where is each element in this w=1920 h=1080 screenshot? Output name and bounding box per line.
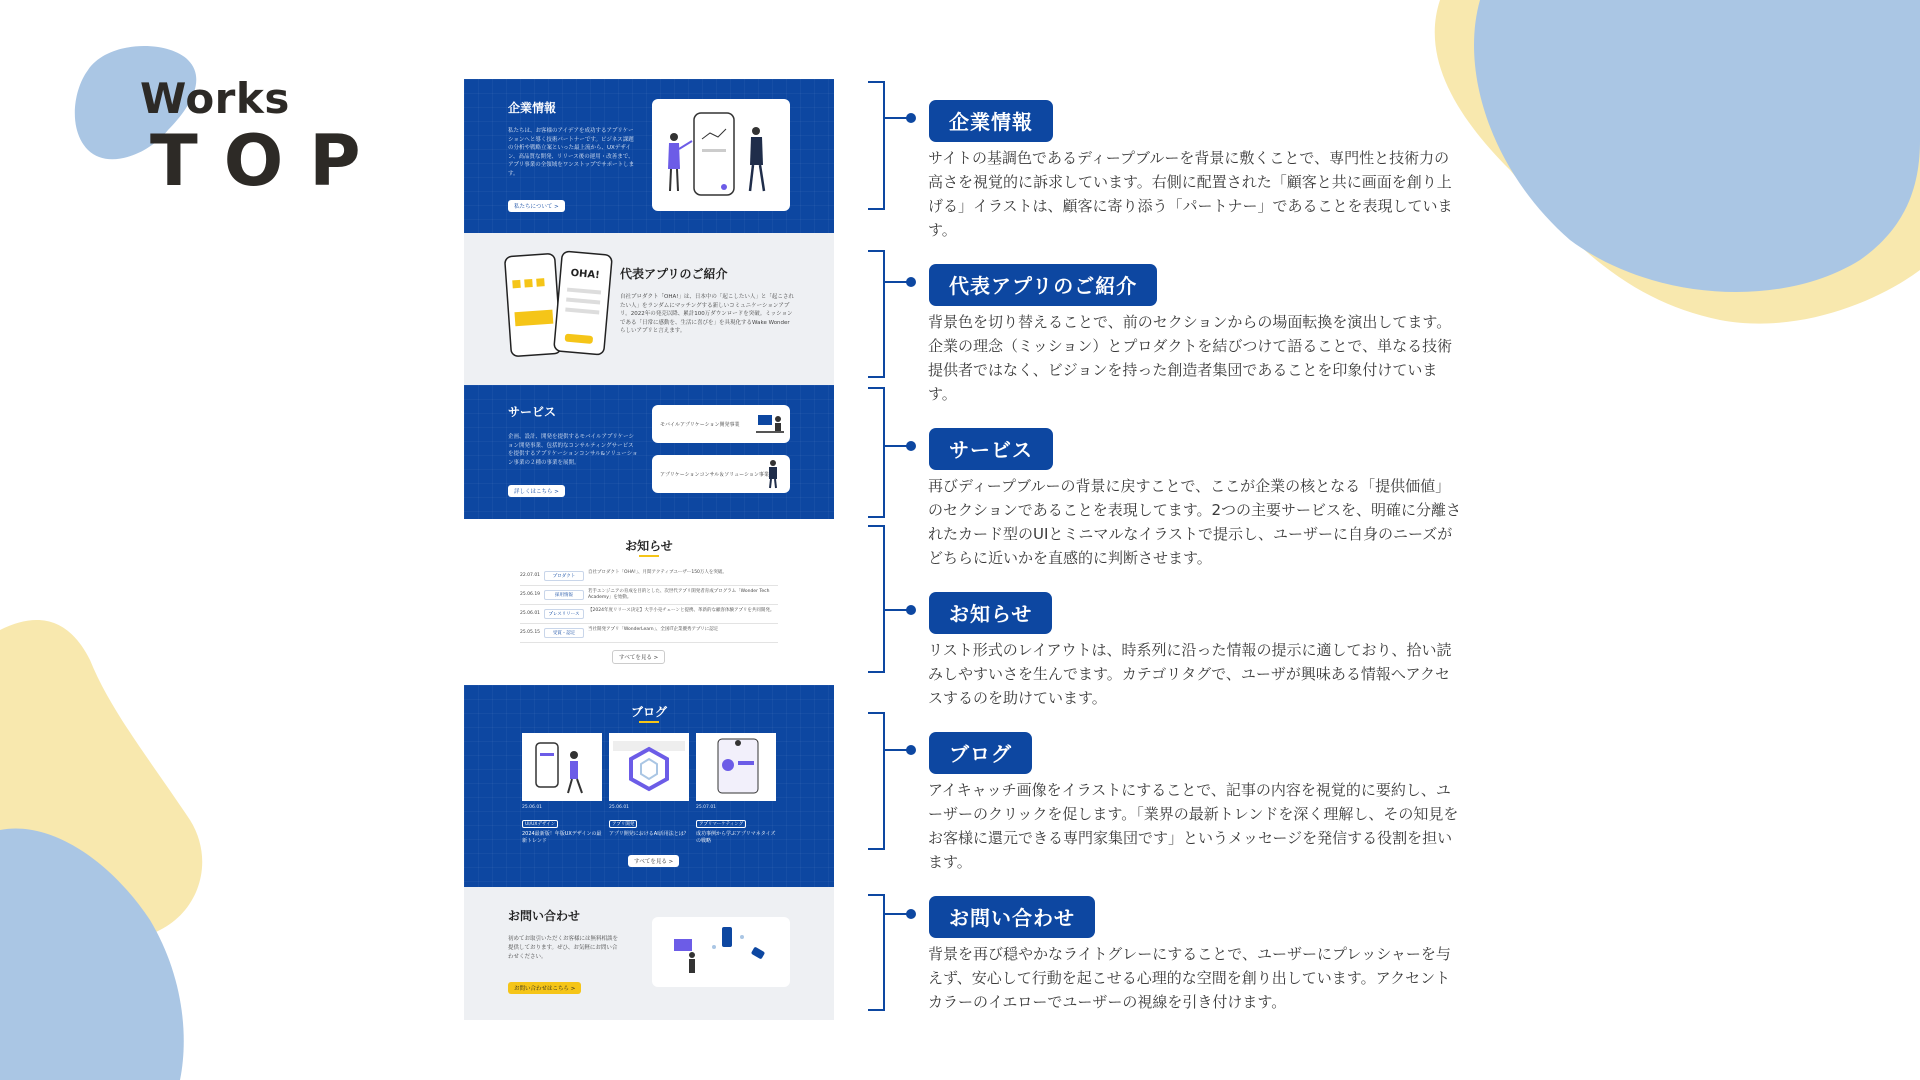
mock-app-title: 代表アプリのご紹介 [620, 267, 728, 281]
mock-contact-title: お問い合わせ [508, 909, 581, 923]
mock-service-text: 企画、設計、開発を提供するモバイルアプリケーション開発事業、包括的なコンサルティングサービスを提供するアプリケーションコンサル&ソリューション事業の２種の事業を展開。 [508, 434, 638, 466]
annotation-connector-dot [906, 113, 916, 123]
annotation-label: ブログ [929, 732, 1032, 774]
mock-news-row[interactable] [520, 624, 778, 643]
mock-contact-button[interactable]: お問い合わせはこちら > [508, 982, 581, 994]
mock-news-text: 【2024年度リリース決定】大手小売チェーンと提携、革新的な顧客体験アプリを共同開発。 [588, 608, 775, 613]
mock-contact-text: 初めてお取引いただくお客様には無料相談を提供しております。ぜひ、お気軽にお問い合わせください。 [508, 936, 619, 960]
annotation-connector-dot [906, 605, 916, 615]
mock-company-button[interactable]: 私たちについて > [508, 200, 565, 212]
background-blob-bottom-left [0, 600, 220, 1080]
mock-app-logo: OHA! [570, 267, 601, 282]
mock-service-card-1[interactable] [652, 405, 790, 443]
mock-blog-section [464, 685, 834, 887]
mock-blog-thumbnail [522, 733, 602, 801]
mock-service-card-2[interactable] [652, 455, 790, 493]
mock-blog-post-title: 成功事例から学ぶアプリマネタイズの戦略 [696, 831, 776, 844]
mock-contact-illustration [652, 917, 790, 987]
mock-news-date: 25.06.19 [520, 592, 541, 597]
mock-news-date: 22.07.01 [520, 573, 541, 578]
mock-news-tag: プロダクト [544, 571, 584, 581]
annotation-description: サイトの基調色であるディープブルーを背景に敷くことで、専門性と技術力の高さを視覚的に訴求しています。右側に配置された「顧客と共に画面を創り上げる」イラストは、顧客に寄り添う「パートナー」であることを表現しています。 [928, 149, 1453, 239]
annotation-description: 再びディープブルーの背景に戻すことで、ここが企業の核となる「提供価値」のセクションであることを表現してます。2つの主要サービスを、明確に分離されたカード型のUIとミニマルなイラストで提示し、ユーザーに自身のニーズがどちらに近いかを直感的に判断させます。 [928, 477, 1462, 567]
mock-service-title: サービス [508, 405, 557, 419]
mock-blog-date: 25.07.01 [696, 805, 717, 810]
mock-app-phones-illustration [504, 249, 616, 364]
page-title: TOP [150, 120, 387, 202]
mock-app-section [464, 233, 834, 385]
mock-news-row[interactable] [520, 567, 778, 586]
annotation-label: 企業情報 [929, 100, 1053, 142]
annotation-description: アイキャッチ画像をイラストにすることで、記事の内容を視覚的に要約し、ユーザーのクリックを促します。「業界の最新トレンドを深く理解し、その知見をお客様に還元できる専門家集団です」というメッセージを発信する役割を担います。 [928, 781, 1459, 871]
annotation-label: サービス [929, 428, 1053, 470]
mock-news-text: 自社プロダクト「OHA!」、月間アクティブユーザー150万人を突破。 [588, 570, 727, 575]
mock-blog-tag: UI/UXデザイン [522, 820, 558, 828]
background-blob-top-right [1420, 0, 1920, 330]
mock-blog-title-underline [639, 721, 659, 723]
mock-news-title-underline [639, 555, 659, 557]
mock-service-button[interactable]: 詳しくはこちら > [508, 485, 565, 497]
mock-news-button[interactable]: すべてを見る > [612, 650, 665, 664]
mock-blog-date: 25.06.01 [609, 805, 630, 810]
mock-news-section [464, 519, 834, 685]
mock-company-illustration [652, 99, 790, 211]
mock-blog-thumbnail [609, 733, 689, 801]
mock-news-title: お知らせ [625, 539, 673, 553]
mock-news-tag: 採用情報 [544, 590, 584, 600]
annotation-bracket [868, 712, 885, 850]
mock-service-card-1-label: モバイルアプリケーション開発事業 [660, 422, 740, 428]
annotation-description: 背景色を切り替えることで、前のセクションからの場面転換を演出してます。企業の理念（ミッション）とプロダクトを結びつけて語ることで、単なる技術提供者ではなく、ビジョンを持った創造者集団であることを印象付けています。 [928, 313, 1453, 403]
mock-company-text: 私たちは、お客様のアイデアを成功するアプリケーションへと導く技術パートナーです。ビジネス課題の分析や戦略立案といった最上流から、UXデザイン、高品質な開発、リリース後の運用・改善まで、アプリ事業の全領域をワンストップでサポートします。 [508, 128, 635, 177]
mock-news-tag: プレスリリース [544, 609, 584, 619]
mock-app-text: 自社プロダクト「OHA!」は、日本中の「起こしたい人」と「起こされたい人」をランダムにマッチングする新しいコミュニケーションアプリ。2022年の発売以降、累計100万ダウンロードを突破。ミッションである「日常に感動を、生活に喜びを」を具現化するWake Wonderらしいアプリと言えます。 [620, 294, 794, 334]
mock-news-list [520, 567, 778, 643]
annotation-description: 背景を再び穏やかなライトグレーにすることで、ユーザーにプレッシャーを与えず、安心して行動を起こせる心理的な空間を創り出しています。アクセントカラーのイエローでユーザーの視線を引き付けます。 [928, 945, 1451, 1011]
annotation-bracket [868, 525, 885, 673]
annotation-bracket [868, 387, 885, 518]
mock-news-date: 25.06.01 [520, 611, 541, 616]
mock-blog-post-title: アプリ開発におけるAI活用法とは？ [609, 831, 689, 837]
annotation-label: 代表アプリのご紹介 [929, 264, 1157, 306]
mock-service-card-2-label: アプリケーションコンサル＆ソリューション事業 [660, 472, 769, 478]
mock-company-section [464, 79, 834, 233]
mock-blog-date: 25.06.01 [522, 805, 543, 810]
mock-blog-card[interactable] [609, 733, 689, 838]
mock-news-tag: 受賞・認定 [544, 628, 584, 638]
annotation-bracket [868, 894, 885, 1011]
mock-news-text: 若手エンジニアの育成を目的とした、次世代アプリ開発者育成プログラム「Wonder Tech Academy」を始動。 [588, 589, 770, 600]
annotation-bracket [868, 81, 885, 210]
mock-service-section [464, 385, 834, 519]
mock-blog-button[interactable]: すべてを見る > [628, 855, 679, 867]
annotation-label: お知らせ [929, 592, 1052, 634]
mock-blog-post-title: 2024最新版！年版UXデザインの最新トレンド [522, 831, 602, 844]
mock-contact-section [464, 887, 834, 1020]
works-label: Works [140, 74, 290, 123]
mock-news-row[interactable] [520, 586, 778, 605]
mock-news-text: 当社開発アプリ「WonderLearn」、全国IT企業優秀アプリに認定 [588, 627, 719, 632]
site-mockup [464, 79, 834, 1020]
annotation-bracket [868, 250, 885, 378]
annotation-connector-dot [906, 277, 916, 287]
mock-blog-title: ブログ [630, 705, 667, 719]
mock-blog-card[interactable] [696, 733, 776, 845]
mock-blog-tag: アプリマーケティング [696, 820, 746, 828]
mock-blog-tag: アプリ開発 [609, 820, 637, 828]
mock-news-row[interactable] [520, 605, 778, 624]
annotation-connector-dot [906, 745, 916, 755]
mock-blog-thumbnail [696, 733, 776, 801]
annotation-connector-dot [906, 441, 916, 451]
annotation-connector-dot [906, 909, 916, 919]
mock-news-date: 25.05.15 [520, 630, 541, 635]
mock-company-title: 企業情報 [508, 101, 557, 115]
annotation-label: お問い合わせ [929, 896, 1095, 938]
mock-blog-card[interactable] [522, 733, 602, 845]
annotation-description: リスト形式のレイアウトは、時系列に沿った情報の提示に適しており、拾い読みしやすいさを生んでます。カテゴリタグで、ユーザが興味ある情報へアクセスするのを助けています。 [928, 641, 1452, 707]
